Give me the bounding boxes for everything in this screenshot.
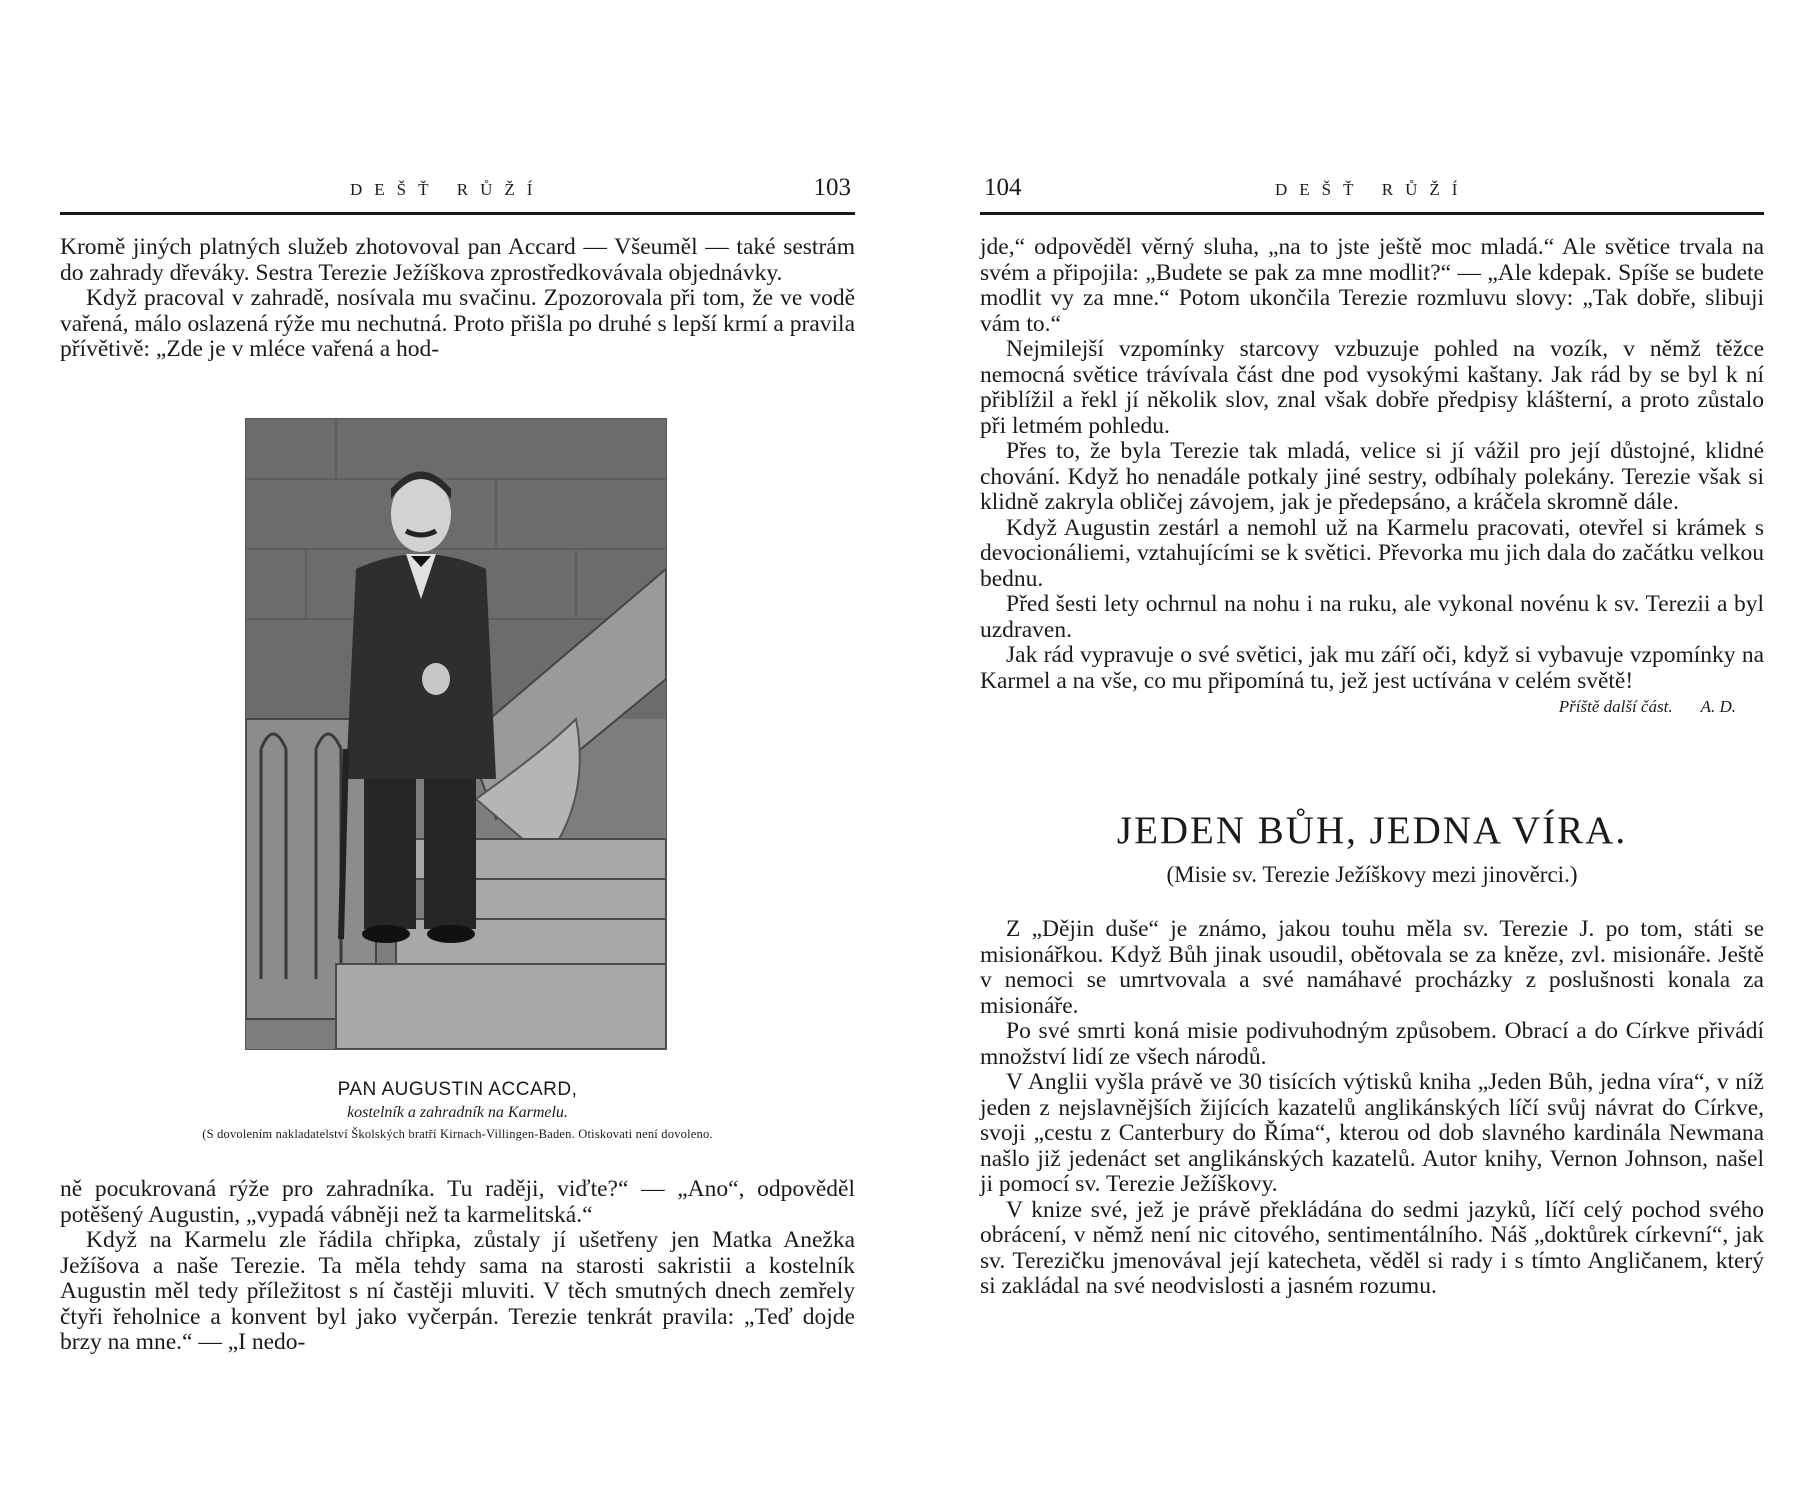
paragraph-text: Jak rád vypravuje o své světici, jak mu září oči, když si vybavuje vzpomínky na Karmel a na vše, co mu připomíná tu, jež jest uctívána v celém světě! — [980, 642, 1764, 694]
paragraph: Přes to, že byla Terezie tak mladá, velice si jí vážil pro její důstojné, klidné chování. Když ho nenadále potkaly jiné sestry, odbíhaly polekány. Terezie však si klidně zakryla obličej závojem, jak je předepsáno, a kráčela skromně dále. — [980, 438, 1764, 515]
caption-copyright-note: (S dovolením nakladatelství Školských bratří Kirnach-Villingen-Baden. Otiskovati není dovoleno. — [202, 1127, 713, 1141]
caption-name: PAN AUGUSTIN ACCARD, — [337, 1079, 578, 1100]
portrait-photo-drawing — [246, 419, 666, 1049]
left-text-top — [60, 235, 855, 363]
paragraph: Nejmilejší vzpomínky starcovy vzbuzuje pohled na vozík, v němž těžce nemocná světice trávívala část dne pod vysokými kaštany. Jak rád by se byl k ní přiblížil a řekl jí několik slov, znal však dobře předpisy klášterní, a proto zůstalo při letmém pohledu. — [980, 336, 1764, 439]
portrait-photo — [245, 418, 667, 1050]
paragraph: V knize své, jež je právě překládána do sedmi jazyků, líčí celý pochod svého obrácení, v němž není nic citového, sentimentálního. Náš „doktůrek církevní“, jak sv. Terezičku jmenovával její katecheta, věděl si rady i s tímto Angličanem, který si zakládal na své neodvislosti a jasném rozumu. — [980, 1196, 1764, 1299]
signature-author: A. D. — [1700, 697, 1736, 716]
page-number: 103 — [813, 174, 851, 201]
left-page — [60, 0, 855, 1500]
paragraph: Z „Dějin duše“ je známo, jakou touhu měla sv. Terezie J. po tom, státi se misionářkou. Když Bůh jinak usoudil, obětovala se za kněze, zvl. misionáře. Ještě v nemoci se umrtvovala a své namáhavé procházky z poslušnosti konala za misionáře. — [980, 916, 1764, 1019]
paragraph: Kromě jiných platných služeb zhotovoval pan Accard — Všeuměl — také sestrám do zahrady dřeváky. Sestra Terezie Ježíškova zprostředkovávala objednávky. — [60, 234, 855, 286]
paragraph: Když Augustin zestárl a nemohl už na Karmelu pracovati, otevřel si krámek s devocionáliemi, vztahujícími se k světici. Převorka mu jich dala do začátku velkou bednu. — [980, 514, 1764, 592]
photo-caption — [60, 1078, 855, 1144]
right-running-head — [980, 172, 1764, 215]
running-title: DEŠŤ RŮŽÍ — [1275, 180, 1470, 199]
article-title: JEDEN BŮH, JEDNA VÍRA. — [1116, 809, 1628, 852]
signature-next-part: Příště další část. — [1558, 697, 1673, 716]
caption-subtitle: kostelník a zahradník na Karmelu. — [347, 1104, 568, 1121]
paragraph: Když pracoval v zahradě, nosívala mu svačinu. Zpozorovala při tom, že ve vodě vařená, málo oslazená rýže mu nechutná. Proto přišla po druhé s lepší krmí a pravila přívětivě: „Zde je v mléce vařená a hod- — [60, 285, 855, 362]
paragraph — [980, 642, 1764, 716]
running-title: DEŠŤ RŮŽÍ — [350, 180, 545, 199]
paragraph: Když na Karmelu zle řádila chřipka, zůstaly jí ušetřeny jen Matka Anežka Ježíšova a naše Terezie. Ta měla tehdy sama na starosti sakristii a kostelník Augustin měl tedy příležitost s ní častěji mluviti. V těch smutných dnech zemřely čtyři řeholnice a konvent byl jako vyčerpán. Terezie tenkrát pravila: „Teď dojde brzy na mne.“ — „I nedo- — [60, 1227, 855, 1355]
paragraph: Před šesti lety ochrnul na nohu i na ruku, ale vykonal novénu k sv. Terezii a byl uzdraven. — [980, 591, 1764, 643]
page-number: 104 — [984, 174, 1022, 201]
left-running-head — [60, 172, 855, 215]
signature — [1559, 694, 1736, 720]
paragraph: jde,“ odpověděl věrný sluha, „na to jste ještě moc mladá.“ Ale světice trvala na svém a připojila: „Budete se pak za mne modlit?“ — „Ale kdepak. Spíše se budete modlit vy za mne.“ Potom ukončila Terezie rozmluvu slovy: „Tak dobře, slibuji vám to.“ — [980, 234, 1764, 337]
article-subtitle: (Misie sv. Terezie Ježíškovy mezi jinověrci.) — [1166, 862, 1578, 887]
right-page — [980, 0, 1764, 1500]
right-text-bottom — [980, 917, 1764, 1300]
right-text-top — [980, 235, 1764, 720]
paragraph: V Anglii vyšla právě ve 30 tisících výtisků kniha „Jeden Bůh, jedna víra“, v níž jeden z nejslavnějších žijících kazatelů anglikánských líčí svůj návrat do Církve, svoji „cestu z Canterbury do Říma“, kterou od dob slavného kardinála Newmana našlo již jedenáct set anglikánských kazatelů. Autor knihy, Vernon Johnson, našel ji pomocí sv. Terezie Ježíškovy. — [980, 1069, 1764, 1197]
left-text-bottom — [60, 1177, 855, 1356]
paragraph: Po své smrti koná misie podivuhodným způsobem. Obrací a do Církve přivádí množství lidí ze všech národů. — [980, 1018, 1764, 1070]
paragraph: ně pocukrovaná rýže pro zahradníka. Tu raději, viďte?“ — „Ano“, odpověděl potěšený Augustin, „vypadá vábněji než ta karmelitská.“ — [60, 1176, 855, 1228]
